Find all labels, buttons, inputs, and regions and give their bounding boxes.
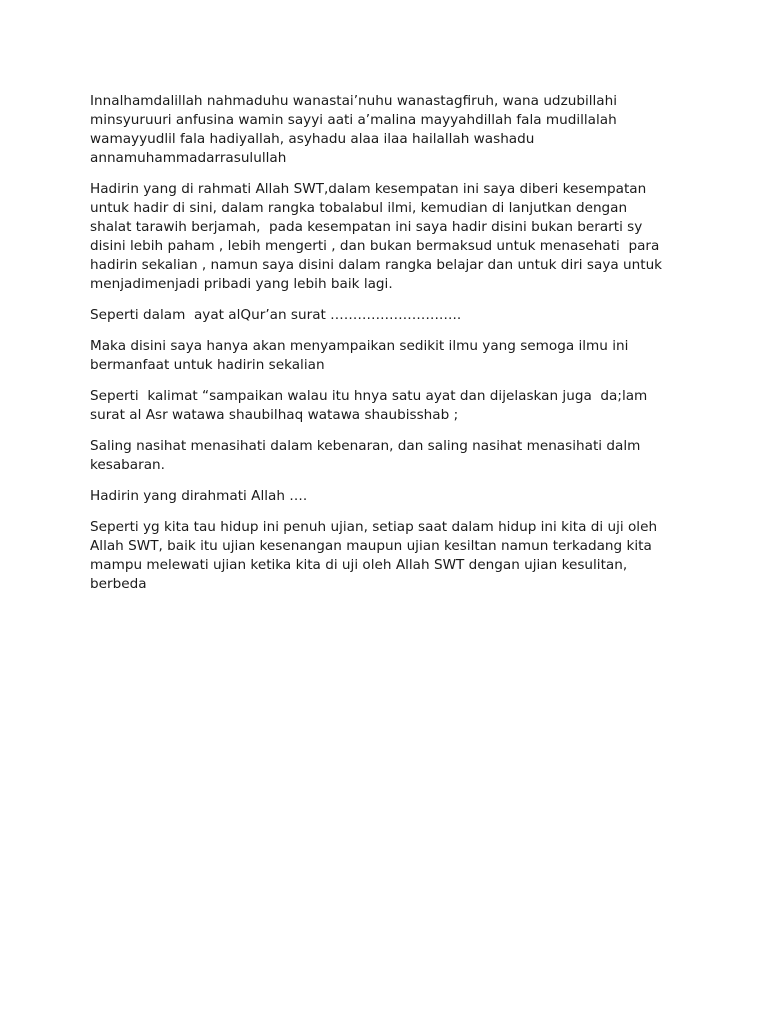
text-line: Allah SWT, baik itu ujian kesenangan maupun ujian kesiltan namun terkadang kita bbox=[90, 538, 652, 554]
text-line: surat al Asr watawa shaubilhaq watawa shaubisshab ; bbox=[90, 407, 459, 423]
text-line: mampu melewati ujian ketika kita di uji oleh Allah SWT dengan ujian kesulitan, bbox=[90, 557, 628, 573]
text-line: minsyuruuri anfusina wamin sayyi aati a’malina mayyahdillah fala mudillalah bbox=[90, 112, 617, 128]
text-line: Seperti yg kita tau hidup ini penuh ujian, setiap saat dalam hidup ini kita di uji oleh bbox=[90, 519, 658, 535]
text-line: shalat tarawih berjamah, pada kesempatan ini saya hadir disini bukan berarti sy bbox=[90, 219, 643, 235]
paragraph-greeting bbox=[90, 180, 690, 294]
text-line: menjadimenjadi pribadi yang lebih baik lagi. bbox=[90, 276, 393, 292]
paragraph-trials bbox=[90, 518, 690, 594]
text-line: wamayyudlil fala hadiyallah, asyhadu alaa ilaa hailallah washadu bbox=[90, 131, 535, 147]
text-line: Innalhamdalillah nahmaduhu wanastai’nuhu wanastagfiruh, wana udzubillahi bbox=[90, 93, 617, 109]
text-line: Maka disini saya hanya akan menyampaikan sedikit ilmu yang semoga ilmu ini bbox=[90, 338, 629, 354]
paragraph-purpose bbox=[90, 337, 690, 375]
paragraph-advice bbox=[90, 437, 690, 475]
paragraph-hadith-quote bbox=[90, 387, 690, 425]
paragraph-address bbox=[90, 487, 690, 506]
text-line: hadirin sekalian , namun saya disini dalam rangka belajar dan untuk diri saya untuk bbox=[90, 257, 663, 273]
text-line: Saling nasihat menasihati dalam kebenaran, dan saling nasihat menasihati dalm bbox=[90, 438, 641, 454]
text-line: disini lebih paham , lebih mengerti , dan bukan bermaksud untuk menasehati para bbox=[90, 238, 660, 254]
paragraph-quran-reference bbox=[90, 306, 690, 325]
text-line: untuk hadir di sini, dalam rangka tobalabul ilmi, kemudian di lanjutkan dengan bbox=[90, 200, 628, 216]
document-body bbox=[90, 92, 690, 606]
paragraph-opening-prayer bbox=[90, 92, 690, 168]
text-line: Seperti kalimat “sampaikan walau itu hnya satu ayat dan dijelaskan juga da;lam bbox=[90, 388, 648, 404]
text-line: Hadirin yang di rahmati Allah SWT,dalam kesempatan ini saya diberi kesempatan bbox=[90, 181, 647, 197]
text-line: Hadirin yang dirahmati Allah …. bbox=[90, 488, 308, 504]
text-line: kesabaran. bbox=[90, 457, 165, 473]
text-line: Seperti dalam ayat alQur’an surat ……………………….. bbox=[90, 307, 462, 323]
text-line: berbeda bbox=[90, 576, 147, 592]
text-line: bermanfaat untuk hadirin sekalian bbox=[90, 357, 325, 373]
text-line: annamuhammadarrasulullah bbox=[90, 150, 287, 166]
